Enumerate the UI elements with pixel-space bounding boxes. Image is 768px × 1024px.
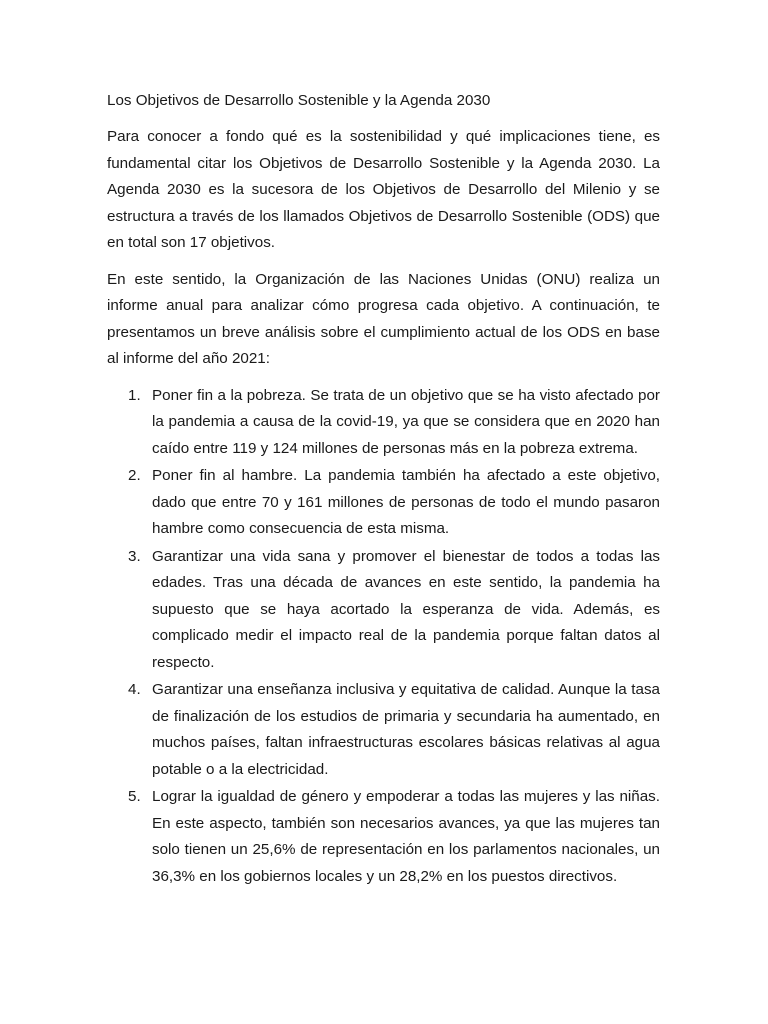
list-item-number: 1.	[128, 386, 141, 404]
list-item	[107, 383, 660, 463]
document-page	[107, 90, 660, 891]
goals-list	[107, 383, 660, 891]
list-item-number: 4.	[128, 681, 141, 698]
list-item-number: 3.	[128, 547, 141, 565]
paragraph-intro: Para conocer a fondo qué es la sostenibilidad y qué implicaciones tiene, es fundamental citar los Objetivos de Desarrollo Sostenible y la Agenda 2030. La Agenda 2030 es la sucesora de los Objetivos de Desarrollo del Milenio y se estructura a través de los llamados Objetivos de Desarrollo Sostenible (ODS) que en total son 17 objetivos.	[107, 128, 660, 251]
list-item	[107, 677, 660, 783]
list-item	[107, 544, 660, 677]
list-item-number: 5.	[128, 788, 141, 805]
list-item-text: Poner fin al hambre. La pandemia también ha afectado a este objetivo, dado que entre 70 y 161 millones de personas de todo el mundo pasaron hambre como consecuencia de esta misma.	[152, 467, 660, 537]
list-item	[107, 784, 660, 890]
paragraph-onu-report: En este sentido, la Organización de las Naciones Unidas (ONU) realiza un informe anual para analizar cómo progresa cada objetivo. A continuación, te presentamos un breve análisis sobre el cumplimiento actual de los ODS en base al informe del año 2021:	[107, 270, 660, 367]
list-item-text: Lograr la igualdad de género y empoderar a todas las mujeres y las niñas. En este aspecto, también son necesarios avances, ya que las mujeres tan solo tienen un 25,6% de representación en los parlamentos nacionales, un 36,3% en los gobiernos locales y un 28,2% en los puestos directivos.	[152, 788, 660, 885]
list-item-text: Garantizar una vida sana y promover el bienestar de todos a todas las edades. Tras una década de avances en este sentido, la pandemia ha supuesto que se haya acortado la esperanza de vida. Además, es complicado medir el impacto real de la pandemia porque faltan datos al respecto.	[152, 547, 660, 671]
list-item	[107, 463, 660, 543]
list-item-number: 2.	[128, 467, 141, 484]
document-title: Los Objetivos de Desarrollo Sostenible y la Agenda 2030	[107, 92, 491, 109]
list-item-text: Garantizar una enseñanza inclusiva y equitativa de calidad. Aunque la tasa de finalización de los estudios de primaria y secundaria ha aumentado, en muchos países, faltan infraestructuras escolares básicas relativas al agua potable o a la electricidad.	[152, 681, 660, 778]
list-item-text: Poner fin a la pobreza. Se trata de un objetivo que se ha visto afectado por la pandemia a causa de la covid-19, ya que se considera que en 2020 han caído entre 119 y 124 millones de personas más en la pobreza extrema.	[152, 386, 660, 457]
